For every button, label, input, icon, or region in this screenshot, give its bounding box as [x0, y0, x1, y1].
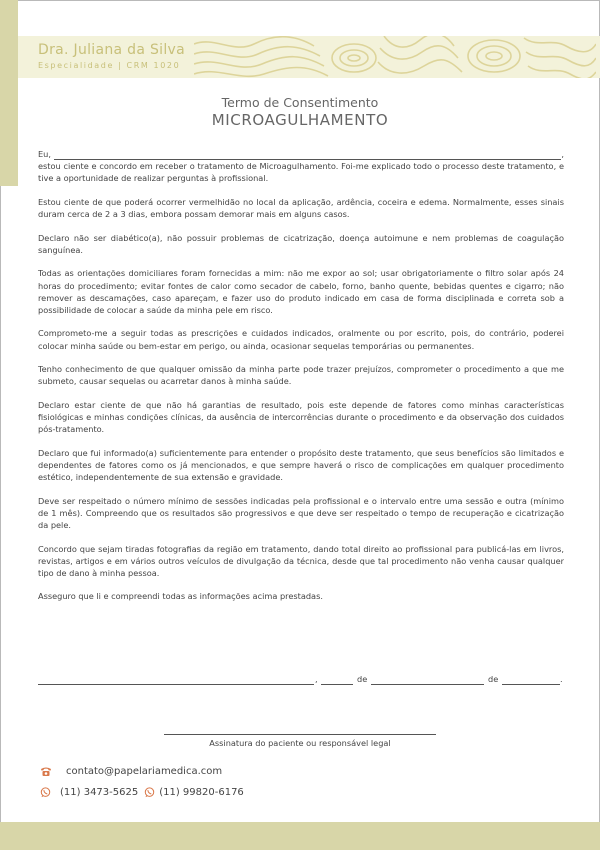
paragraph: Comprometo-me a seguir todas as prescrições e cuidados indicados, oralmente ou por escrito, pois, do contrário, poderei colocar minha saúde ou bem-estar em perigo, ou ainda, ocasionar sequelas temporárias ou permanentes. — [38, 328, 564, 351]
paragraph: Declaro não ser diabético(a), não possuir problemas de cicatrização, doença autoimune e nem problemas de coagulação sanguínea. — [38, 232, 564, 255]
whatsapp-icon — [144, 787, 155, 798]
city-field[interactable] — [38, 684, 314, 685]
date-comma: , — [315, 674, 318, 684]
month-field[interactable] — [371, 684, 484, 685]
signature-label: Assinatura do paciente ou responsável legal — [209, 738, 391, 748]
contact-phone-2[interactable]: (11) 99820-6176 — [159, 787, 244, 798]
contact-email[interactable]: contato@papelariamedica.com — [66, 766, 223, 777]
header — [18, 36, 600, 78]
contact-phone-1[interactable]: (11) 3473-5625 — [60, 787, 139, 798]
patient-name-field[interactable] — [54, 150, 561, 160]
doctor-specialty: Especialidade | CRM 1020 — [38, 61, 181, 70]
telephone-icon — [40, 766, 52, 777]
whatsapp-icon — [40, 787, 51, 798]
paragraph: estou ciente e concordo em receber o tratamento de Microagulhamento. Foi-me explicado todo o processo deste tratamento, e tive a oportunidade de realizar perguntas à profissional. — [38, 161, 564, 184]
date-end: . — [560, 674, 563, 684]
document-subtitle: MICROAGULHAMENTO — [211, 111, 389, 129]
doctor-name: Dra. Juliana da Silva — [38, 42, 186, 58]
consent-body — [38, 148, 564, 614]
paragraph: Concordo que sejam tiradas fotografias da região em tratamento, dando total direito ao profissional para publicá-las em livros, revistas, artigos e em vários outros veículos de divulgação da técnica, desde que tal procedimento não venha causar qualquer tipo de dano à minha pessoa. — [38, 543, 564, 578]
paragraph: Declaro que fui informado(a) suficientemente para entender o propósito deste tratamento, que seus benefícios são limitados e dependentes de fatores como os já mencionados, e que sempre haverá o risco de complicações em qualquer procedimento estético, independentemente de sua extensão e gravidade. — [38, 447, 564, 483]
header-pattern — [194, 36, 596, 78]
paragraph: Todas as orientações domiciliares foram fornecidas a mim: não me expor ao sol; usar obrigatoriamente o filtro solar após 24 horas do procedimento; evitar fontes de calor como secador de cabelo, forno, banho quente, bebidas quentes e cigarro; não remover as descamações, caso apareçam, e fazer uso do produto indicado em casa de forma disciplinada e correta sob a possibilidade de colocar a saúde da minha pele em risco. — [38, 268, 564, 315]
eu-label: Eu, — [38, 149, 51, 159]
paragraph: Asseguro que li e compreendi todas as informações acima prestadas. — [38, 591, 323, 602]
left-accent-bar — [0, 0, 18, 186]
paragraph: Tenho conhecimento de que qualquer omissão da minha parte pode trazer prejuízos, comprometer o procedimento a que me submeto, causar sequelas ou acarretar danos à minha saúde. — [38, 364, 564, 387]
paragraph: Estou ciente de que poderá ocorrer vermelhidão no local da aplicação, ardência, coceira e edema. Normalmente, esses sinais duram cerca de 2 a 3 dias, embora possam demorar mais em alguns casos. — [38, 196, 564, 219]
contact-phone-row — [40, 787, 244, 798]
paragraph: Declaro estar ciente de que não há garantias de resultado, pois este depende de fatores como minhas características fisiológicas e minhas condições clínicas, da ausência de intercorrências durante o procedimento e da observação dos cuidados pós-tratamento. — [38, 399, 564, 435]
document-title: Termo de Consentimento — [221, 95, 379, 110]
signature-field[interactable] — [164, 734, 436, 735]
name-line — [38, 148, 564, 160]
date-de-2: de — [488, 674, 499, 684]
contact-email-row — [40, 766, 222, 777]
bottom-accent-bar — [0, 822, 600, 850]
day-field[interactable] — [321, 684, 353, 685]
paragraph: Deve ser respeitado o número mínimo de sessões indicadas pela profissional e o intervalo entre uma sessão e outra (mínimo de 1 mês). Compreendo que os resultados são progressivos e que deve ser respeitado o tempo de recuperação e cicatrização da pele. — [38, 495, 564, 530]
date-de-1: de — [357, 674, 368, 684]
eu-end: , — [561, 149, 564, 159]
year-field[interactable] — [502, 684, 560, 685]
